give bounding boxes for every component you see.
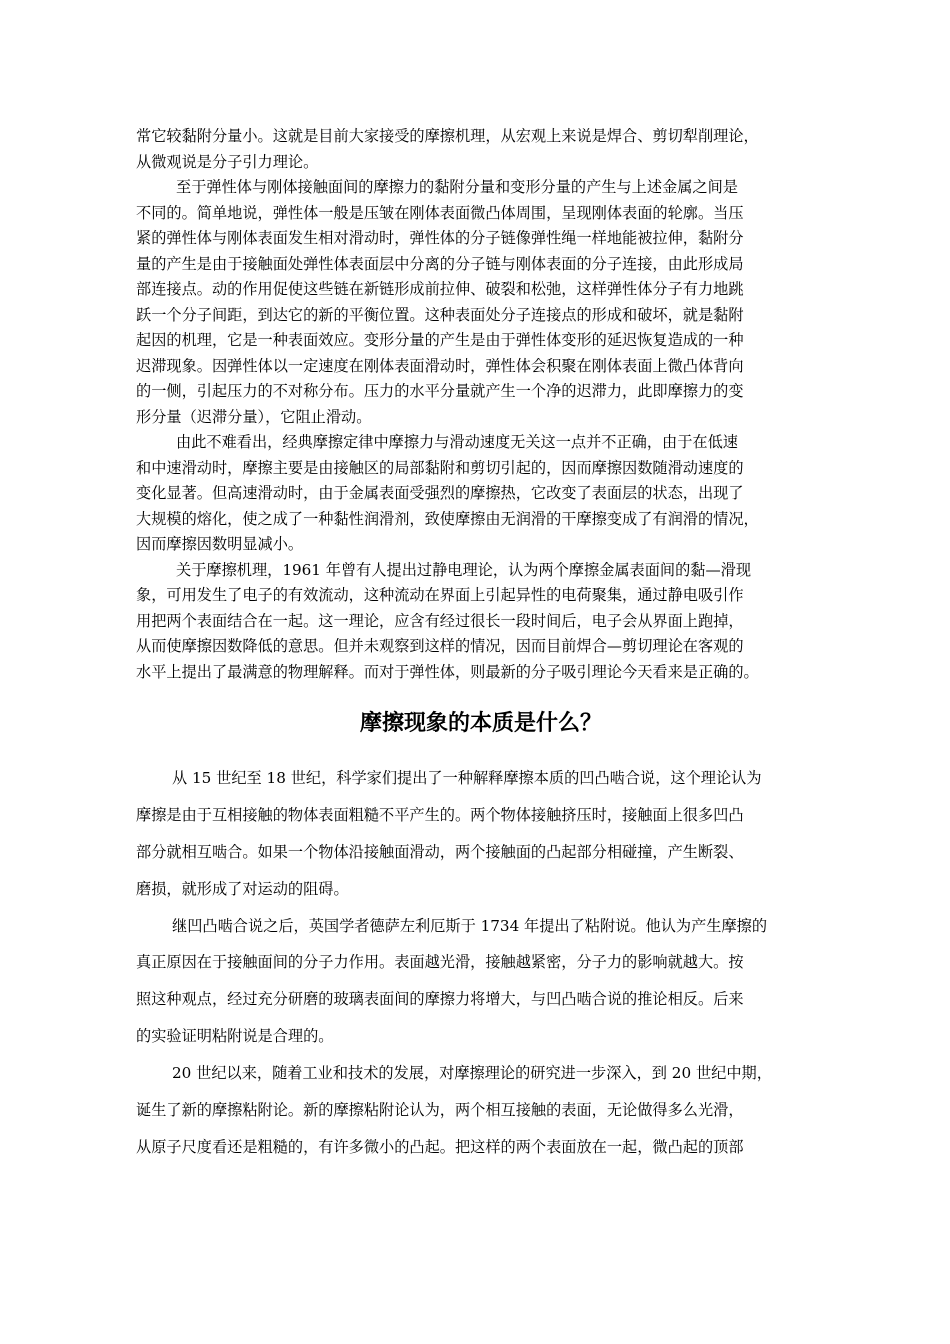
text-line: 水平上提出了最满意的物理解释。而对于弹性体，则最新的分子吸引理论今天看来是正确的。 xyxy=(136,662,759,681)
text-line: 部分就相互啮合。如果一个物体沿接触面滑动，两个接触面的凸起部分相碰撞，产生断裂、 xyxy=(136,842,744,861)
text-line: 从而使摩擦因数降低的意思。但并未观察到这样的情况，因而目前焊合—剪切理论在客观的 xyxy=(136,637,744,655)
text-line: 迟滞现象。因弹性体以一定速度在刚体表面滑动时，弹性体会积聚在刚体表面上微凸体背向 xyxy=(136,356,744,375)
text-line: 从微观说是分子引力理论。 xyxy=(136,152,319,171)
text-line: 常它较黏附分量小。这就是目前大家接受的摩擦机理，从宏观上来说是焊合、剪切犁削理论， xyxy=(136,127,759,145)
text-line: 的一侧，引起压力的不对称分布。压力的水平分量就产生一个净的迟滞力，此即摩擦力的变 xyxy=(136,382,744,400)
text-line: 变化显著。但高速滑动时，由于金属表面受强烈的摩擦热，它改变了表面层的状态，出现了 xyxy=(136,484,744,502)
text-line: 不同的。简单地说，弹性体一般是压皱在刚体表面微凸体周围，呈现刚体表面的轮廓。当压 xyxy=(136,203,744,222)
text-line: 部连接点。动的作用促使这些链在新链形成前拉伸、破裂和松弛，这样弹性体分子有力地跳 xyxy=(136,280,744,298)
paragraph-start-line: 从 15 世纪至 18 世纪，科学家们提出了一种解释摩擦本质的凹凸啮合说，这个理论认为 xyxy=(172,769,762,787)
text-line: 因而摩擦因数明显减小。 xyxy=(136,535,304,553)
text-line: 跃一个分子间距，到达它的新的平衡位置。这种表面处分子连接点的形成和破坏，就是黏附 xyxy=(136,305,744,324)
text-line: 照这种观点，经过充分研磨的玻璃表面间的摩擦力将增大，与凹凸啮合说的推论相反。后来 xyxy=(136,990,744,1009)
paragraph-start-line: 由此不难看出，经典摩擦定律中摩擦力与滑动速度无关这一点并不正确，由于在低速 xyxy=(176,433,738,451)
text-line: 形分量（迟滞分量），它阻止滑动。 xyxy=(136,407,372,426)
text-line: 量的产生是由于接触面处弹性体表面层中分离的分子链与刚体表面的分子连接，由此形成局 xyxy=(136,254,744,273)
text-line: 的实验证明粘附说是合理的。 xyxy=(136,1027,334,1046)
paragraph-start-line: 关于摩擦机理，1961 年曾有人提出过静电理论，认为两个摩擦金属表面间的黏—滑现 xyxy=(176,560,752,579)
text-line: 从原子尺度看还是粗糙的，有许多微小的凸起。把这样的两个表面放在一起，微凸起的顶部 xyxy=(136,1137,744,1156)
text-line: 真正原因在于接触面间的分子力作用。表面越光滑，接触越紧密，分子力的影响就越大。按 xyxy=(136,953,744,972)
text-line: 用把两个表面结合在一起。这一理论，应含有经过很长一段时间后，电子会从界面上跑掉， xyxy=(136,611,744,630)
body-text-lower xyxy=(136,760,826,1166)
text-line: 诞生了新的摩擦粘附论。新的摩擦粘附论认为，两个相互接触的表面，无论做得多么光滑， xyxy=(136,1101,744,1120)
text-line: 大规模的熔化，使之成了一种黏性润滑剂，致使摩擦由无润滑的干摩擦变成了有润滑的情况， xyxy=(136,509,759,528)
text-line: 和中速滑动时，摩擦主要是由接触区的局部黏附和剪切引起的，因而摩擦因数随滑动速度的 xyxy=(136,458,744,477)
text-line: 紧的弹性体与刚体表面发生相对滑动时，弹性体的分子链像弹性绳一样地能被拉伸，黏附分 xyxy=(136,229,744,247)
paragraph-start-line: 继凹凸啮合说之后，英国学者德萨左利厄斯于 1734 年提出了粘附说。他认为产生摩擦的 xyxy=(172,916,768,935)
text-line: 起因的机理，它是一种表面效应。变形分量的产生是由于弹性体变形的延迟恢复造成的一种 xyxy=(136,331,744,349)
paragraph-start-line: 20 世纪以来，随着工业和技术的发展，对摩擦理论的研究进一步深入，到 20 世纪中期， xyxy=(172,1064,772,1083)
text-line: 象，可用发生了电子的有效流动，这种流动在界面上引起异性的电荷聚集，通过静电吸引作 xyxy=(136,586,744,604)
text-line: 磨损，就形成了对运动的阻碍。 xyxy=(136,879,349,898)
paragraph-start-line: 至于弹性体与刚体接触面间的摩擦力的黏附分量和变形分量的产生与上述金属之间是 xyxy=(176,178,738,196)
text-line: 摩擦是由于互相接触的物体表面粗糙不平产生的。两个物体接触挤压时，接触面上很多凹凸 xyxy=(136,805,744,824)
section-heading: 摩擦现象的本质是什么？ xyxy=(359,711,602,736)
body-text-upper xyxy=(136,124,826,685)
